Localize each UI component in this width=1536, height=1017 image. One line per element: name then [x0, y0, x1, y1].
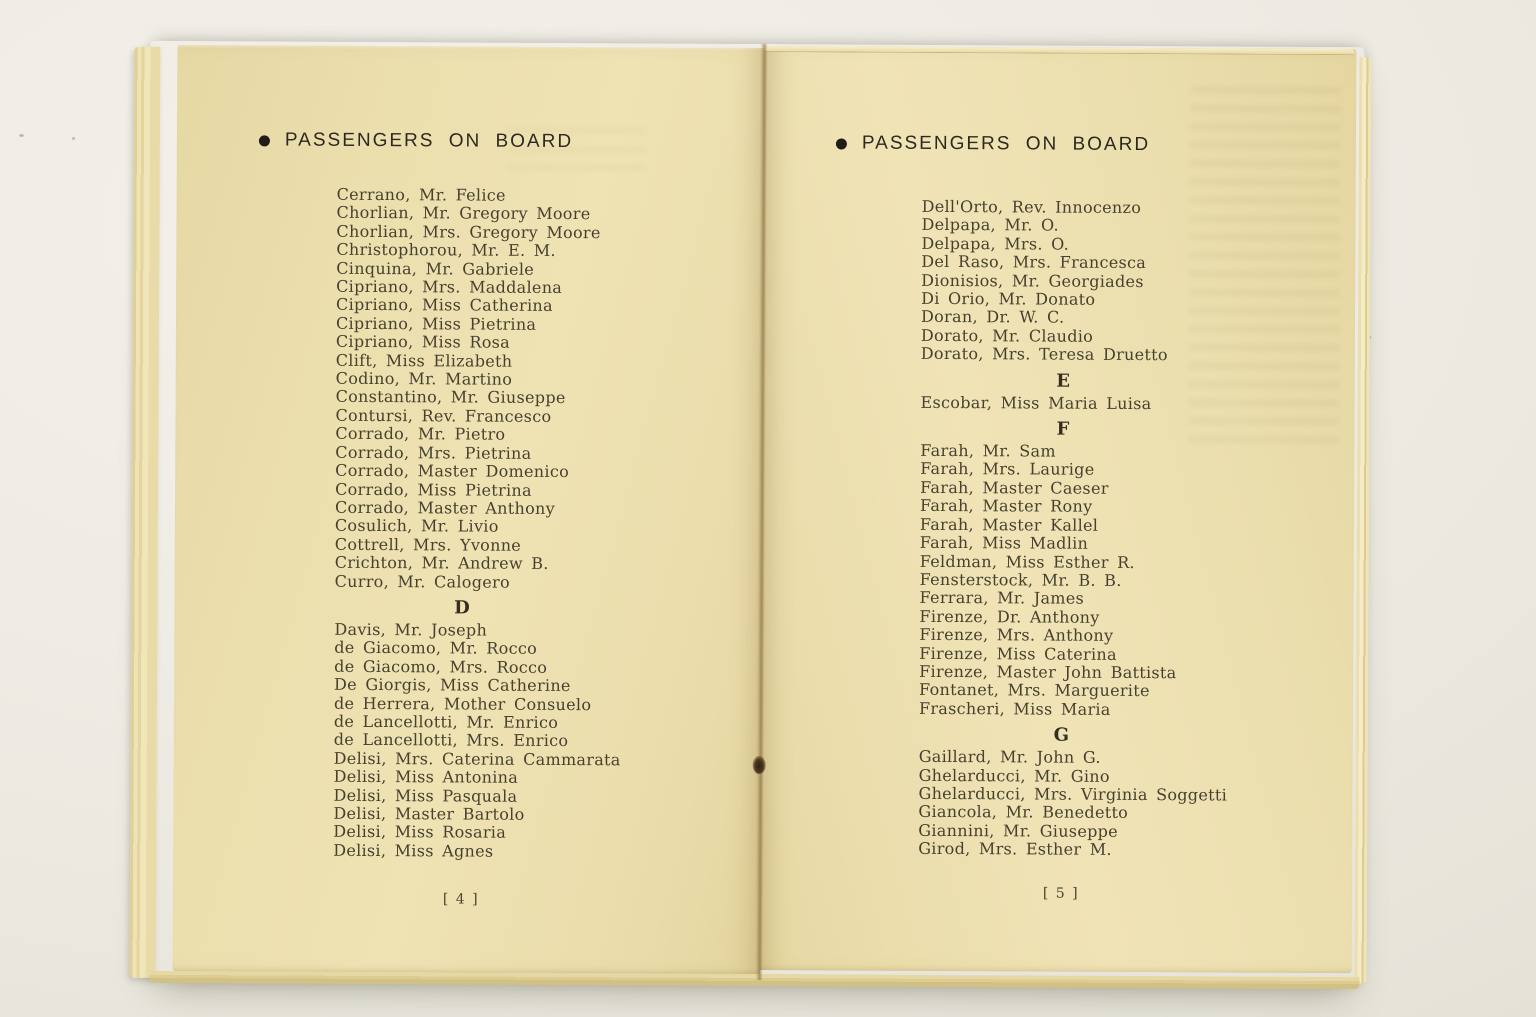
passenger-entry: Fensterstock, Mr. B. B. — [919, 569, 1122, 590]
passenger-entry: Cipriano, Miss Catherina — [336, 295, 553, 316]
passenger-entry: Corrado, Master Domenico — [335, 460, 570, 482]
passenger-entry: Davis, Mr. Joseph — [334, 619, 488, 640]
passenger-entry: Dorato, Mrs. Teresa Druetto — [920, 344, 1168, 365]
dust-speck — [19, 134, 24, 137]
passenger-entry: de Giacomo, Mrs. Rocco — [334, 656, 548, 677]
section-letter-d: D — [454, 597, 471, 619]
passenger-entry: Curro, Mr. Calogero — [334, 571, 511, 592]
page-header — [259, 129, 573, 153]
booklet-page-left — [173, 45, 765, 974]
page-number-left: [ 4 ] — [442, 891, 480, 908]
passenger-entry: Firenze, Miss Caterina — [919, 643, 1117, 664]
passenger-entry: Delpapa, Mrs. O. — [921, 233, 1070, 254]
passenger-entry: Doran, Dr. W. C. — [920, 307, 1065, 328]
passenger-entry: Farah, Master Caeser — [920, 477, 1109, 498]
passenger-entry: Farah, Master Rony — [919, 496, 1093, 517]
passenger-entry: Cinquina, Mr. Gabriele — [336, 258, 535, 279]
dust-speck — [72, 137, 75, 140]
passenger-list-booklet — [146, 41, 1365, 981]
passenger-entry: Cipriano, Miss Pietrina — [335, 313, 537, 334]
passenger-entry: Delisi, Miss Pasquala — [333, 785, 518, 806]
booklet-page-right — [760, 46, 1357, 973]
passenger-entry: De Giorgis, Miss Catherine — [334, 674, 571, 696]
passenger-entry: Firenze, Master John Battista — [919, 661, 1177, 683]
binding-hole-spot — [753, 756, 766, 774]
page-header-title: PASSENGERS ON BOARD — [284, 129, 574, 153]
passenger-entry: de Lancellotti, Mrs. Enrico — [333, 730, 569, 751]
passenger-entry: Cerrano, Mr. Felice — [336, 184, 506, 205]
header-bullet-icon — [836, 138, 847, 149]
passenger-entry: Cosulich, Mr. Livio — [334, 516, 499, 536]
passenger-entry: Di Orio, Mr. Donato — [921, 288, 1096, 309]
passenger-entry: Christophorou, Mr. E. M. — [336, 240, 556, 261]
passenger-entry: Del Raso, Mrs. Francesca — [921, 252, 1147, 273]
page-header — [836, 132, 1150, 156]
passenger-entry: Ghelarducci, Mrs. Virginia Soggetti — [918, 783, 1228, 805]
passenger-entry: Girod, Mrs. Esther M. — [918, 839, 1112, 860]
passenger-name-list — [333, 184, 621, 862]
passenger-entry: Cottrell, Mrs. Yvonne — [334, 534, 522, 555]
section-letter-g: G — [1053, 724, 1071, 746]
passenger-entry: Codino, Mr. Martino — [335, 368, 513, 389]
header-bullet-icon — [259, 135, 270, 146]
passenger-entry: Farah, Mr. Sam — [920, 440, 1056, 461]
passenger-entry: Dorato, Mr. Claudio — [920, 325, 1094, 346]
passenger-entry: Delpapa, Mr. O. — [921, 215, 1059, 235]
passenger-entry: Giannini, Mr. Giuseppe — [918, 820, 1119, 841]
passenger-entry: Contursi, Rev. Francesco — [335, 405, 552, 426]
passenger-entry: Farah, Mrs. Laurige — [920, 459, 1095, 480]
passenger-entry: Firenze, Dr. Anthony — [919, 606, 1100, 627]
section-letter-e: E — [1056, 370, 1072, 392]
passenger-entry: de Giacomo, Mr. Rocco — [334, 638, 538, 659]
passenger-entry: Crichton, Mr. Andrew B. — [334, 552, 549, 574]
passenger-entry: Escobar, Miss Maria Luisa — [920, 392, 1152, 413]
passenger-entry: Delisi, Master Bartolo — [333, 803, 525, 824]
section-letter-f: F — [1056, 418, 1071, 440]
passenger-entry: Chorlian, Mrs. Gregory Moore — [336, 221, 601, 243]
passenger-entry: Cipriano, Mrs. Maddalena — [336, 276, 563, 298]
passenger-entry: Dell'Orto, Rev. Innocenzo — [921, 196, 1142, 218]
passenger-entry: Giancola, Mr. Benedetto — [918, 802, 1129, 823]
page-header-title: PASSENGERS ON BOARD — [861, 132, 1151, 156]
passenger-entry: Dionisios, Mr. Georgiades — [921, 270, 1144, 291]
passenger-entry: Firenze, Mrs. Anthony — [919, 624, 1114, 646]
passenger-entry: Farah, Master Kallel — [919, 514, 1099, 535]
passenger-entry: Farah, Miss Madlin — [919, 532, 1089, 553]
passenger-entry: Corrado, Master Anthony — [334, 497, 556, 518]
passenger-entry: Cipriano, Miss Rosa — [335, 332, 511, 352]
passenger-entry: Delisi, Miss Antonina — [333, 766, 519, 787]
passenger-entry: Delisi, Mrs. Caterina Cammarata — [333, 748, 621, 770]
passenger-entry: Corrado, Miss Pietrina — [335, 479, 532, 500]
passenger-entry: Fontanet, Mrs. Marguerite — [919, 680, 1150, 701]
passenger-entry: de Herrera, Mother Consuelo — [333, 693, 592, 714]
passenger-name-list — [918, 196, 1228, 860]
page-stack-edge-left — [130, 47, 161, 978]
passenger-entry: Gaillard, Mr. John G. — [918, 747, 1101, 767]
passenger-entry: Feldman, Miss Esther R. — [919, 551, 1135, 572]
passenger-entry: Frascheri, Miss Maria — [918, 698, 1111, 719]
passenger-entry: de Lancellotti, Mr. Enrico — [333, 711, 559, 732]
passenger-entry: Constantino, Mr. Giuseppe — [335, 387, 566, 408]
passenger-entry: Chorlian, Mr. Gregory Moore — [336, 203, 591, 224]
ink-bleed-through — [1188, 86, 1340, 447]
passenger-entry: Clift, Miss Elizabeth — [335, 350, 513, 371]
page-number-right: [ 5 ] — [1042, 885, 1080, 902]
page-stack-edge-right — [1355, 57, 1372, 983]
passenger-entry: Corrado, Mr. Pietro — [335, 424, 506, 444]
passenger-entry: Delisi, Miss Agnes — [333, 840, 494, 861]
passenger-entry: Delisi, Miss Rosaria — [333, 822, 507, 843]
passenger-entry: Ghelarducci, Mr. Gino — [918, 765, 1110, 786]
passenger-entry: Ferrara, Mr. James — [919, 588, 1085, 609]
passenger-entry: Corrado, Mrs. Pietrina — [335, 442, 532, 463]
